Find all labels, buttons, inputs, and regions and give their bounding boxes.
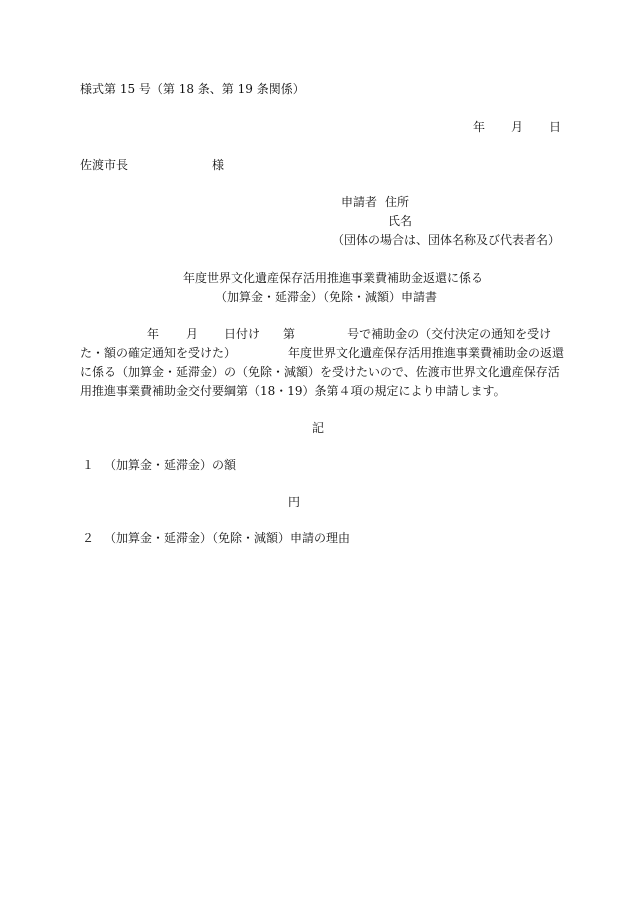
date-month: 月 xyxy=(511,120,524,134)
document-title-line1: 年度世界文化遺産保存活用推進事業費補助金返還に係る xyxy=(183,271,484,285)
applicant-address-label: 住所 xyxy=(385,195,410,209)
body-line-4: 用推進事業費補助金交付要綱第（18・19）条第４項の規定により申請します。 xyxy=(80,384,506,398)
applicant-note: （団体の場合は、団体名称及び代表者名） xyxy=(332,233,561,247)
form-number: 様式第 15 号（第 18 条、第 19 条関係） xyxy=(80,82,305,96)
document-title-line2: （加算金・延滞金）（免除・減額）申請書 xyxy=(215,290,438,304)
date-day: 日 xyxy=(549,120,562,134)
body-line-2: た・額の確定通知を受けた） 年度世界文化遺産保存活用推進事業費補助金の返還 xyxy=(80,346,565,360)
item2-label: （加算金・延滞金）（免除・減額）申請の理由 xyxy=(104,531,351,545)
addressee-honorific: 様 xyxy=(212,158,225,172)
body-line-3: に係る（加算金・延滞金）の（免除・減額）を受けたいので、佐渡市世界文化遺産保存活 xyxy=(80,365,560,379)
item1-unit: 円 xyxy=(288,495,301,509)
addressee-name: 佐渡市長 xyxy=(80,158,129,172)
ki-heading: 記 xyxy=(312,421,325,435)
applicant-label: 申請者 xyxy=(341,195,378,209)
applicant-block xyxy=(341,194,409,210)
item1-label: （加算金・延滞金）の額 xyxy=(104,458,237,472)
addressee xyxy=(80,157,128,173)
date-line xyxy=(473,119,561,135)
item1-number: １ xyxy=(82,458,95,472)
applicant-name-label: 氏名 xyxy=(388,214,413,228)
date-year: 年 xyxy=(473,120,486,134)
item2-number: ２ xyxy=(82,531,95,545)
body-line-1: 年 月 日付け 第 号で補助金の（交付決定の通知を受け xyxy=(147,327,552,341)
